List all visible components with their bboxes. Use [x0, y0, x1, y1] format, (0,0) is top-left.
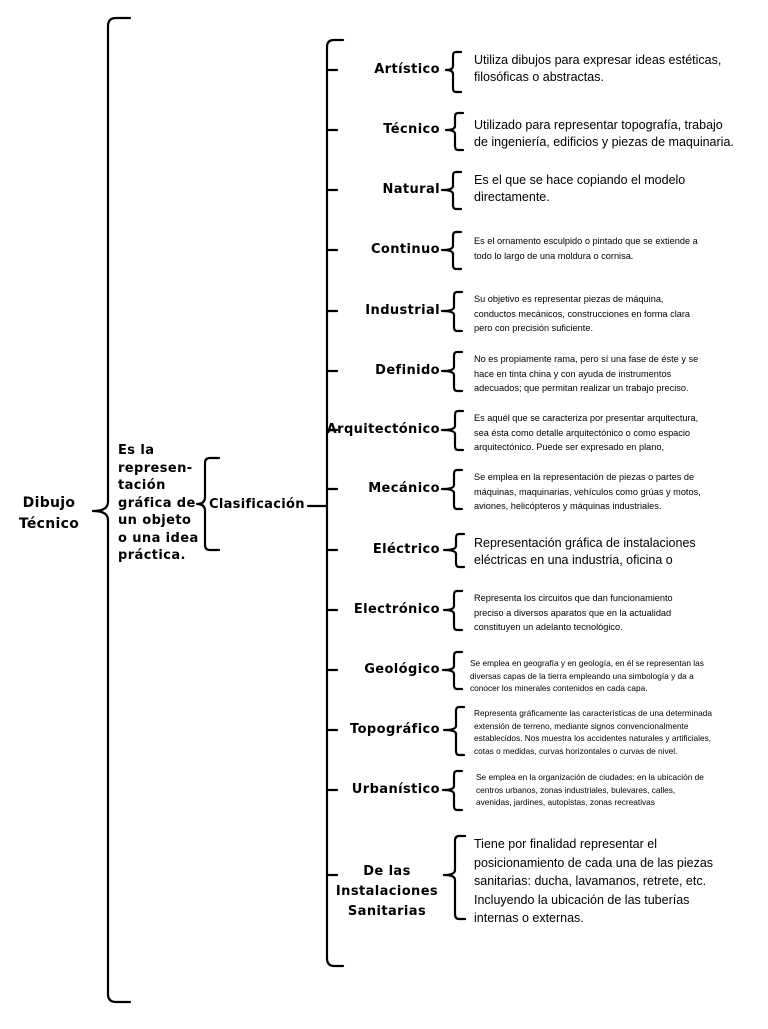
- description-line: Se emplea en geografía y en geología, en él se representan las: [470, 658, 704, 668]
- brace-urbanistico: [443, 771, 462, 810]
- root-title-line: Técnico: [18, 516, 80, 532]
- category-tecnico: Técnico: [383, 122, 440, 137]
- description-tecnico: [474, 117, 734, 151]
- category-mecanico: Mecánico: [368, 481, 440, 496]
- description-line: No es propiamente rama, pero sí una fase de éste y se: [474, 354, 699, 364]
- description-industrial: [474, 292, 690, 336]
- description-line: Su objetivo es representar piezas de máquina,: [474, 294, 664, 304]
- category-topografico: Topográfico: [350, 722, 440, 737]
- description-line: pero con precisión suficiente.: [474, 323, 593, 333]
- brace-electronico: [444, 591, 462, 630]
- description-line: Se emplea en la organización de ciudades: en la ubicación de: [476, 772, 704, 782]
- brace-definido: [442, 352, 462, 391]
- description-line: Representa los circuitos que dan funcionamiento: [474, 593, 673, 603]
- description-urbanistico: [476, 771, 704, 809]
- categories-brace: [327, 40, 343, 966]
- description-line: aviones, helicópteros y máquinas industriales.: [474, 501, 662, 511]
- description-line: posicionamiento de cada una de las piezas: [474, 855, 714, 870]
- brace-electrico: [444, 534, 464, 567]
- definition-text: [118, 442, 204, 565]
- brace-sanitarias: [444, 836, 465, 919]
- description-line: internas o externas.: [474, 911, 584, 926]
- description-line: conductos mecánicos, construcciones en forma clara: [474, 308, 691, 319]
- description-line: Es aquél que se caracteriza por presentar arquitectura,: [474, 413, 699, 423]
- definition-line: represen-: [118, 460, 193, 476]
- category-natural: Natural: [382, 182, 440, 197]
- description-line: adecuados; que permitan realizar un trabajo preciso.: [474, 383, 689, 393]
- description-natural: [474, 172, 685, 206]
- description-line: sea ésta como detalle arquitectónico o como espacio: [474, 427, 691, 438]
- category-artistico: Artístico: [374, 62, 440, 77]
- description-line: Se emplea en la representación de piezas o partes de: [474, 472, 695, 482]
- root-title: [8, 493, 90, 535]
- category-electronico: Electrónico: [353, 602, 440, 617]
- category-geologico: Geológico: [364, 662, 440, 677]
- category-electrico: Eléctrico: [372, 542, 440, 557]
- description-line: establecidos. Nos muestra los accidentes naturales y artificiales,: [474, 733, 712, 744]
- definition-line: gráfica de: [118, 495, 196, 511]
- description-line: hace en tinta china y con ayuda de instrumentos: [474, 368, 672, 379]
- description-line: conocer los minerales contenidos en cada capa.: [470, 683, 648, 694]
- description-line: eléctricas en una industria, oficina o: [474, 553, 673, 567]
- description-continuo: [474, 234, 698, 263]
- description-line: cotas o medidas, curvas horizontales o curvas de nivel.: [474, 745, 678, 756]
- category-industrial: Industrial: [365, 303, 440, 318]
- brace-artistico: [446, 52, 461, 92]
- brace-topografico: [444, 707, 464, 755]
- description-line: centros urbanos, zonas industriales, bulevares, calles,: [476, 784, 676, 795]
- brace-industrial: [442, 292, 462, 331]
- description-line: directamente.: [474, 190, 550, 204]
- description-line: arquitectónico. Puede ser expresado en plano,: [474, 442, 665, 452]
- description-line: Es el ornamento esculpido o pintado que se extiende a: [474, 236, 698, 246]
- category-urbanistico: Urbanístico: [351, 782, 440, 797]
- description-line: todo lo largo de una moldura o cornisa.: [474, 250, 634, 261]
- definition-line: tación: [118, 478, 166, 493]
- category-label-line: Instalaciones: [335, 884, 439, 899]
- brace-arquitectonico: [442, 411, 463, 450]
- category-label-line: De las: [363, 864, 411, 879]
- definition-line: un objeto: [118, 513, 192, 528]
- description-line: avenidas, jardines, autopistas, zonas recreativas: [476, 797, 655, 808]
- brace-natural: [442, 172, 461, 209]
- description-line: extensión de terreno, mediante signos convencionalmente: [474, 720, 689, 731]
- description-line: Utiliza dibujos para expresar ideas estéticas,: [474, 53, 722, 67]
- description-mecanico: [474, 470, 701, 514]
- description-line: Incluyendo la ubicación de las tuberías: [474, 892, 690, 907]
- description-line: constituyen un adelanto tecnológico.: [474, 622, 623, 632]
- description-electronico: [474, 591, 673, 635]
- description-line: Tiene por finalidad representar el: [474, 837, 657, 851]
- description-instalaciones-sanitarias: [474, 835, 713, 928]
- definition-line: práctica.: [118, 548, 186, 563]
- description-arquitectonico: [474, 411, 698, 455]
- definition-line: Es la: [118, 443, 155, 458]
- definition-line: o una idea: [118, 530, 199, 546]
- description-line: diversas capas de la tierra empleando una simbología y da a: [470, 670, 694, 681]
- brace-mecanico: [442, 470, 462, 509]
- description-artistico: [474, 52, 721, 86]
- description-line: Representación gráfica de instalaciones: [474, 536, 696, 550]
- description-topografico: [474, 707, 712, 757]
- description-line: sanitarias: ducha, lavamanos, retrete, etc.: [474, 874, 707, 889]
- description-geologico: [470, 657, 704, 695]
- description-line: Utilizado para representar topografía, trabajo: [474, 118, 723, 132]
- brace-continuo: [442, 232, 461, 269]
- description-line: filosóficas o abstractas.: [474, 70, 604, 84]
- category-continuo: Continuo: [370, 242, 440, 257]
- classification-label: Clasificación: [209, 497, 305, 512]
- description-line: Es el que se hace copiando el modelo: [474, 173, 686, 187]
- description-line: máquinas, maquinarias, vehículos como grúas y motos,: [474, 486, 701, 497]
- description-line: de ingeniería, edificios y piezas de maquinaria.: [474, 135, 734, 149]
- category-arquitectonico: Arquitectónico: [326, 422, 440, 437]
- category-definido: Definido: [375, 363, 440, 378]
- description-line: preciso a diversos aparatos que en la actualidad: [474, 607, 672, 618]
- brace-geologico: [443, 652, 462, 689]
- description-electrico: [474, 535, 696, 569]
- brace-tecnico: [446, 113, 463, 150]
- root-title-line: Dibujo: [22, 495, 76, 511]
- description-line: Representa gráficamente las características de una determinada: [474, 708, 712, 718]
- description-definido: [474, 352, 698, 396]
- category-label-line: Sanitarias: [347, 904, 427, 919]
- category-instalaciones-sanitarias: [332, 862, 442, 922]
